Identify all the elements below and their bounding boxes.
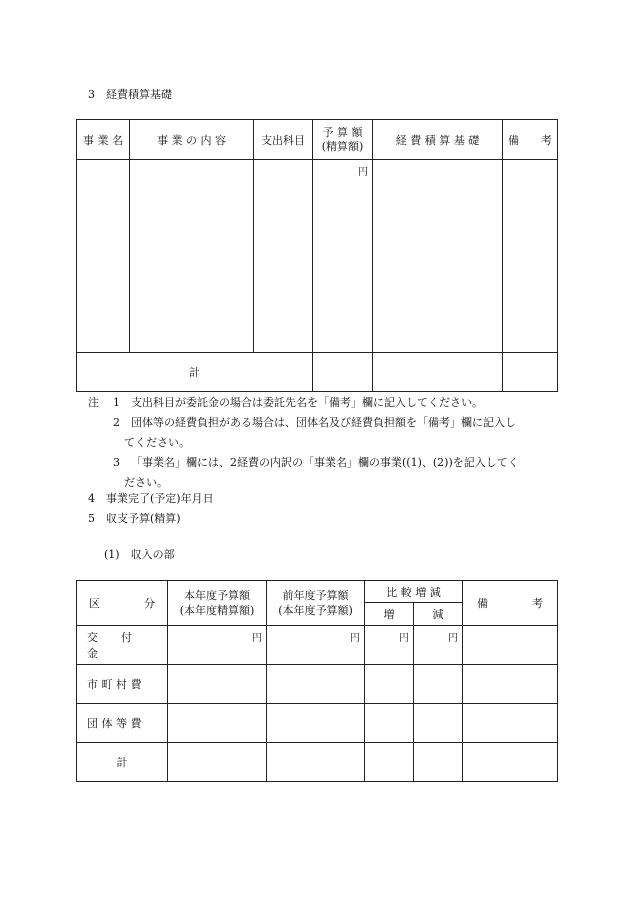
row-organization-prev-year[interactable]: [267, 704, 365, 743]
header-remarks: 備 考: [503, 120, 558, 160]
row-total-decrease[interactable]: [414, 743, 463, 782]
cell-budget[interactable]: 円: [313, 160, 373, 353]
row-municipal-increase[interactable]: [365, 665, 414, 704]
header-project-name: 事 業 名: [77, 120, 130, 160]
section-3-heading: 3 経費積算基礎: [88, 88, 172, 101]
total-remarks[interactable]: [503, 353, 558, 392]
expense-basis-table: [76, 119, 558, 392]
row-total-label: 計: [77, 743, 168, 782]
row-grant-label: 交 付 金: [77, 626, 168, 665]
note-3-number: 3: [113, 456, 120, 469]
header-increase: 増: [365, 603, 414, 626]
cell-project-name[interactable]: [77, 160, 130, 353]
header-budget-line2: (精算額): [321, 139, 364, 153]
total-cost-basis[interactable]: [373, 353, 503, 392]
header-prev-year-line1: 前年度予算額: [282, 589, 349, 602]
row-organization-increase[interactable]: [365, 704, 414, 743]
row-grant-prev-year[interactable]: 円: [267, 626, 365, 665]
notes-label: 注: [88, 396, 99, 409]
header-decrease: 減: [414, 603, 463, 626]
row-total-prev-year[interactable]: [267, 743, 365, 782]
cell-cost-basis[interactable]: [373, 160, 503, 353]
note-3-line1: 「事業名」欄には、2経費の内訳の「事業名」欄の事業((1)、(2))を記入してく: [131, 456, 519, 469]
header-prev-year-line2: (本年度予算額): [278, 604, 353, 617]
row-municipal-label: 市 町 村 費: [77, 665, 168, 704]
total-label: 計: [77, 353, 313, 392]
row-municipal-decrease[interactable]: [414, 665, 463, 704]
note-2-number: 2: [113, 416, 120, 429]
note-1-text: 支出科目が委託金の場合は委託先名を「備考」欄に記入してください。: [131, 396, 483, 409]
row-municipal-remarks[interactable]: [463, 665, 558, 704]
note-2-line1: 団体等の経費負担がある場合は、団体名及び経費負担額を「備考」欄に記入し: [131, 416, 516, 429]
cell-project-content[interactable]: [130, 160, 254, 353]
header-category: 区 分: [77, 581, 168, 626]
row-grant-decrease[interactable]: 円: [414, 626, 463, 665]
header-this-year-line1: 本年度予算額: [184, 589, 250, 602]
total-budget[interactable]: [313, 353, 373, 392]
row-grant-increase[interactable]: 円: [365, 626, 414, 665]
cell-remarks[interactable]: [503, 160, 558, 353]
row-municipal-prev-year[interactable]: [267, 665, 365, 704]
row-grant-this-year[interactable]: 円: [168, 626, 267, 665]
row-organization-decrease[interactable]: [414, 704, 463, 743]
header-this-year-line2: (本年度精算額): [179, 604, 255, 617]
header-expense-item: 支出科目: [254, 120, 313, 160]
section-5-text: 5 収支予算(精算): [88, 512, 181, 525]
row-total-this-year[interactable]: [168, 743, 267, 782]
header-this-year: [168, 581, 267, 626]
income-table: [76, 580, 558, 782]
header-compare: 比 較 増 減: [365, 581, 463, 603]
row-organization-remarks[interactable]: [463, 704, 558, 743]
row-organization-label: 団 体 等 費: [77, 704, 168, 743]
header-budget: [313, 120, 373, 160]
income-heading: (1) 収入の部: [104, 548, 175, 561]
header-project-content: 事 業 の 内 容: [130, 120, 254, 160]
row-grant-remarks[interactable]: [463, 626, 558, 665]
cell-expense-item[interactable]: [254, 160, 313, 353]
note-1-number: 1: [113, 396, 120, 409]
header-prev-year: [267, 581, 365, 626]
header-budget-line1: 予 算 額: [322, 125, 363, 139]
row-total-increase[interactable]: [365, 743, 414, 782]
note-3-line2: ださい。: [124, 476, 168, 489]
notes: [88, 393, 558, 493]
row-municipal-this-year[interactable]: [168, 665, 267, 704]
header-income-remarks: 備 考: [463, 581, 558, 626]
row-total-remarks[interactable]: [463, 743, 558, 782]
note-2-line2: てください。: [124, 436, 190, 449]
section-4-text: 4 事業完了(予定)年月日: [88, 492, 214, 505]
header-cost-basis: 経 費 積 算 基 礎: [373, 120, 503, 160]
row-organization-this-year[interactable]: [168, 704, 267, 743]
